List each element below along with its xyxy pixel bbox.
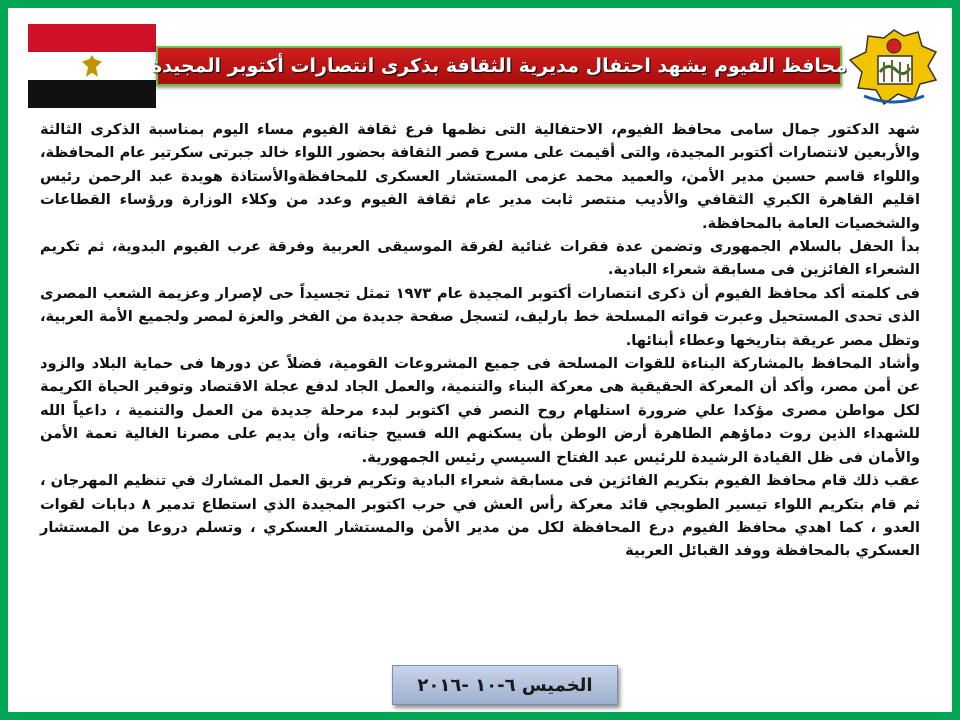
fayoum-governorate-logo-icon [844, 22, 944, 112]
article-page [8, 8, 952, 712]
title-banner [151, 46, 847, 86]
article-paragraph: وأشاد المحافظ بالمشاركة البناءة للقوات المسلحة فى جميع المشروعات القومية، فضلاً عن دورها فى حماية البلاد والزود عن أمن مصر، وأكد أن المعركة الحقيقية هى معركة البناء والتنمية، والعمل الجاد لدفع عجلة الاقتصاد وتوفير الحياة الكريمة لكل مواطن مصرى مؤكدا علي ضرورة استلهام روح النصر في اكتوبر لبدء مرحلة جديدة من العمل والتنمية ، داعياً الله للشهداء الذين روت دماؤهم الطاهرة أرض الوطن بأن يسكنهم الله فسيح جناته، وأن يديم على مصرنا الغالية نعمة الأمن والأمان فى ظل القيادة الرشيدة للرئيس عبد الفتاح السيسي رئيس الجمهورية. [40, 355, 920, 466]
article-body [40, 118, 920, 563]
egypt-flag-icon [28, 24, 156, 108]
article-date: الخميس ٦-١٠ -٢٠١٦ [417, 674, 593, 696]
date-badge [392, 665, 618, 705]
article-paragraph: بدأ الحفل بالسلام الجمهورى وتضمن عدة فقرات غنائية لفرقة الموسيقى العربية وفرقة عرب الفيوم البدوية، ثم تكريم الشعراء الفائزين فى مسابقة شعراء البادية. [40, 238, 920, 279]
eagle-icon [82, 55, 102, 77]
article-paragraph: فى كلمته أكد محافظ الفيوم أن ذكرى انتصارات أكتوبر المجيدة عام ١٩٧٣ تمثل تجسيداً حى لإصرار وعزيمة الشعب المصرى الذى تحدى المستحيل وعبرت قواته المسلحة خط بارليف، لتسجل صفحة جديدة من الفخر والعزة لمصر ولجميع الأمة العربية، وتظل مصر عريقة بتاريخها وعطاء أبنائها. [40, 284, 920, 349]
article-paragraph: عقب ذلك قام محافظ الفيوم بتكريم الفائزين فى مسابقة شعراء البادية وتكريم فريق العمل المشارك في تنظيم المهرجان ، ثم قام بتكريم اللواء تيسير الطوبجي قائد معركة رأس العش في حرب اكتوبر المجيدة الذي استطاع تدمير ٨ دبابات لقوات العدو ، كما اهدي محافظ الفيوم درع المحافظة لكل من مدير الأمن والمستشار العسكري ، وتسلم دروعا من المستشار العسكري بالمحافظة ووفد القبائل العربية [40, 472, 920, 560]
article-paragraph: شهد الدكتور جمال سامى محافظ الفيوم، الاحتفالية التى نظمها فرع ثقافة الفيوم مساء اليوم بمناسبة الذكرى الثالثة والأربعين لانتصارات أكتوبر المجيدة، والتى أقيمت على مسرح قصر الثقافة بحضور اللواء خالد جبرتى سكرتير عام المحافظة، واللواء قاسم حسين مدير الأمن، والعميد محمد عزمى المستشار العسكرى للمحافظةوالأستاذة هويدة عبد الرحمن رئيس اقليم القاهرة الكبري الثقافي والأديب منتصر ثابت مدير عام ثقافة الفيوم وعدد من وكلاء الوزارة ورؤساء القطاعات والشخصيات العامة بالمحافظة. [40, 121, 920, 232]
page-title: محافظ الفيوم يشهد احتفال مديرية الثقافة بذكرى انتصارات أكتوبر المجيدة [151, 55, 847, 77]
